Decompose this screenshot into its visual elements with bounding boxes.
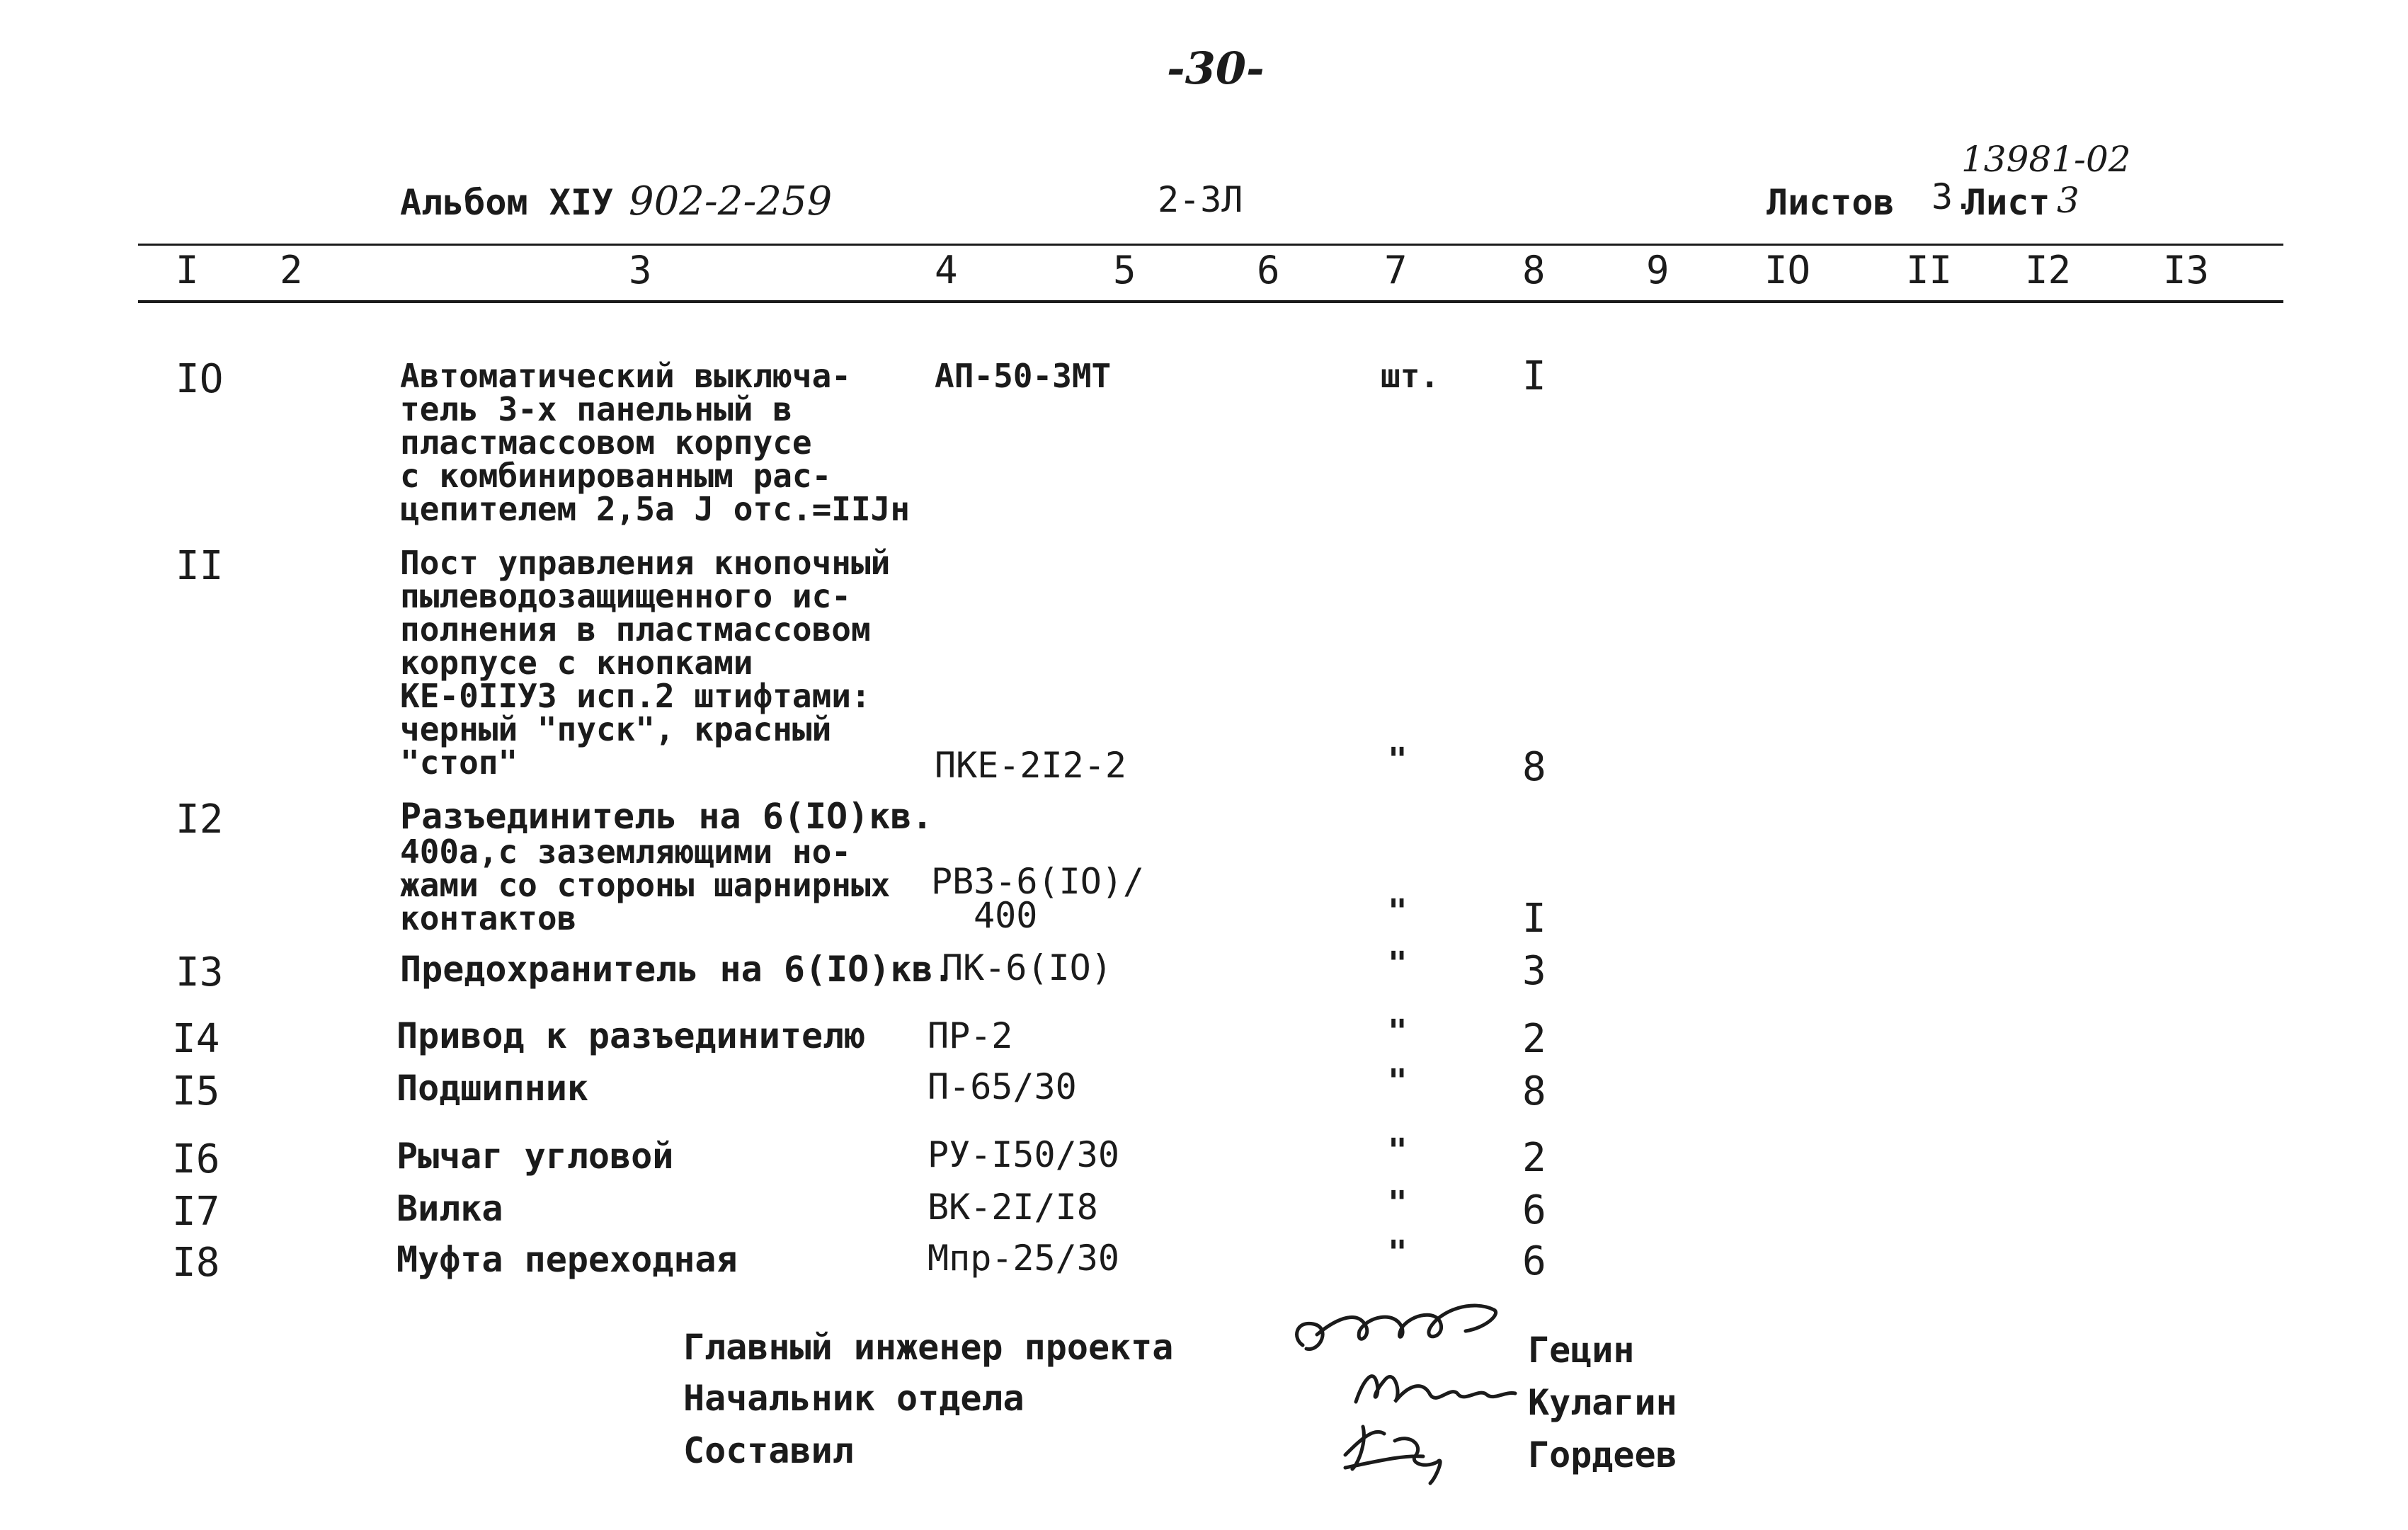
signature-name: Кулагин [1528, 1382, 1677, 1423]
row-unit: " [1388, 1062, 1408, 1100]
row-description-line: Муфта переходная [396, 1239, 738, 1280]
signature-name: Гордеев [1528, 1434, 1677, 1475]
row-number: I8 [172, 1240, 220, 1286]
column-number: 9 [1646, 248, 1670, 292]
row-type: АП-50-3МТ [935, 357, 1112, 395]
row-description-line: с комбинированным рас- [400, 457, 832, 495]
column-number: I2 [2025, 248, 2072, 292]
row-type: Мпр-25/30 [928, 1238, 1119, 1279]
handwritten-signature [1345, 1359, 1529, 1416]
row-description-line: черный "пуск", красный [400, 710, 832, 748]
row-description-line: Вилка [396, 1188, 503, 1229]
row-quantity: 6 [1522, 1187, 1546, 1233]
row-unit: шт. [1381, 357, 1440, 395]
document-number: 13981-02 [1961, 139, 2131, 180]
row-unit: " [1388, 944, 1408, 983]
row-description-line: Автоматический выключа- [400, 357, 851, 395]
row-unit: " [1388, 1131, 1408, 1170]
row-description-line: полнения в пластмассовом [400, 610, 871, 649]
series-code: 2-ЗЛ [1158, 179, 1243, 220]
table-top-rule [138, 244, 2283, 246]
sheets-total: 3. [1931, 176, 1975, 217]
column-number: I [176, 248, 199, 292]
row-number: I4 [172, 1016, 220, 1062]
column-number: 5 [1113, 248, 1136, 292]
row-description-line: пластмассовом корпусе [400, 423, 812, 462]
row-type-continued: 400 [974, 895, 1038, 936]
row-type: ВК-2I/I8 [928, 1187, 1098, 1228]
row-unit: " [1388, 1184, 1408, 1222]
row-quantity: 8 [1522, 1068, 1546, 1114]
row-number: I5 [172, 1068, 220, 1114]
album-label: Альбом XIУ [400, 182, 614, 223]
column-number: 2 [280, 248, 303, 292]
row-quantity: 2 [1522, 1016, 1546, 1062]
row-description-line: Пост управления кнопочный [400, 544, 891, 582]
column-number: I3 [2163, 248, 2210, 292]
row-type: РВЗ-6(IO)/ [931, 861, 1145, 902]
row-number: I7 [172, 1189, 220, 1235]
handwritten-signature [1289, 1296, 1522, 1359]
row-description-line: Привод к разъединителю [396, 1015, 866, 1056]
row-number: I6 [172, 1136, 220, 1182]
signature-role: Составил [683, 1430, 854, 1471]
column-number: II [1906, 248, 1953, 292]
sheet-label: Лист [1965, 182, 2050, 223]
row-unit: " [1388, 1012, 1408, 1051]
row-quantity: I [1522, 353, 1546, 399]
album-code: 902-2-259 [629, 178, 833, 224]
row-description-line: пылеводозащищенного ис- [400, 577, 851, 615]
column-number: 7 [1384, 248, 1408, 292]
row-quantity: 8 [1522, 744, 1546, 790]
row-description-line: корпусе с кнопками [400, 644, 753, 682]
handwritten-signature [1331, 1412, 1473, 1490]
column-number: 8 [1522, 248, 1546, 292]
row-quantity: 2 [1522, 1135, 1546, 1181]
row-description-line: цепителем 2,5а Ј отс.=IIЈн [400, 490, 911, 528]
row-description-line: контактов [400, 899, 577, 937]
table-header-rule [138, 300, 2283, 303]
row-description-line: Подшипник [396, 1068, 588, 1109]
row-type: РУ-I50/30 [928, 1134, 1119, 1175]
row-description-line: Предохранитель на 6(IO)кв. [400, 949, 954, 990]
row-description-line: Разъединитель на 6(IO)кв. [400, 796, 933, 837]
row-unit: " [1388, 741, 1408, 779]
column-number: 3 [629, 248, 652, 292]
row-number: IO [176, 356, 224, 402]
row-description-line: "стоп" [400, 743, 518, 782]
row-quantity: I [1522, 896, 1546, 942]
row-unit: " [1388, 1233, 1408, 1272]
column-number: IO [1764, 248, 1811, 292]
page-number: -30- [1167, 42, 1265, 94]
sheets-label: Листов [1767, 182, 1895, 223]
signature-role: Начальник отдела [683, 1378, 1025, 1419]
row-quantity: 6 [1522, 1238, 1546, 1284]
row-number: I2 [176, 797, 224, 843]
column-number: 6 [1257, 248, 1280, 292]
row-type: ПКЕ-2I2-2 [935, 745, 1126, 786]
row-type: ПК-6(IO) [942, 947, 1112, 988]
row-number: II [176, 543, 224, 589]
row-quantity: 3 [1522, 948, 1546, 994]
row-number: I3 [176, 949, 224, 995]
column-number: 4 [935, 248, 958, 292]
row-unit: " [1388, 892, 1408, 930]
signature-name: Гецин [1528, 1330, 1635, 1371]
row-type: ПР-2 [928, 1015, 1013, 1056]
row-description-line: Рычаг угловой [396, 1136, 674, 1177]
row-type: П-65/30 [928, 1066, 1077, 1107]
row-description-line: жами со стороны шарнирных [400, 866, 891, 904]
row-description-line: 400а,с заземляющими но- [400, 833, 851, 871]
signature-role: Главный инженер проекта [683, 1327, 1174, 1368]
row-description-line: КЕ-0IIУ3 исп.2 штифтами: [400, 677, 871, 715]
row-description-line: тель 3-х панельный в [400, 390, 792, 428]
sheet-number: 3 [2057, 180, 2079, 221]
